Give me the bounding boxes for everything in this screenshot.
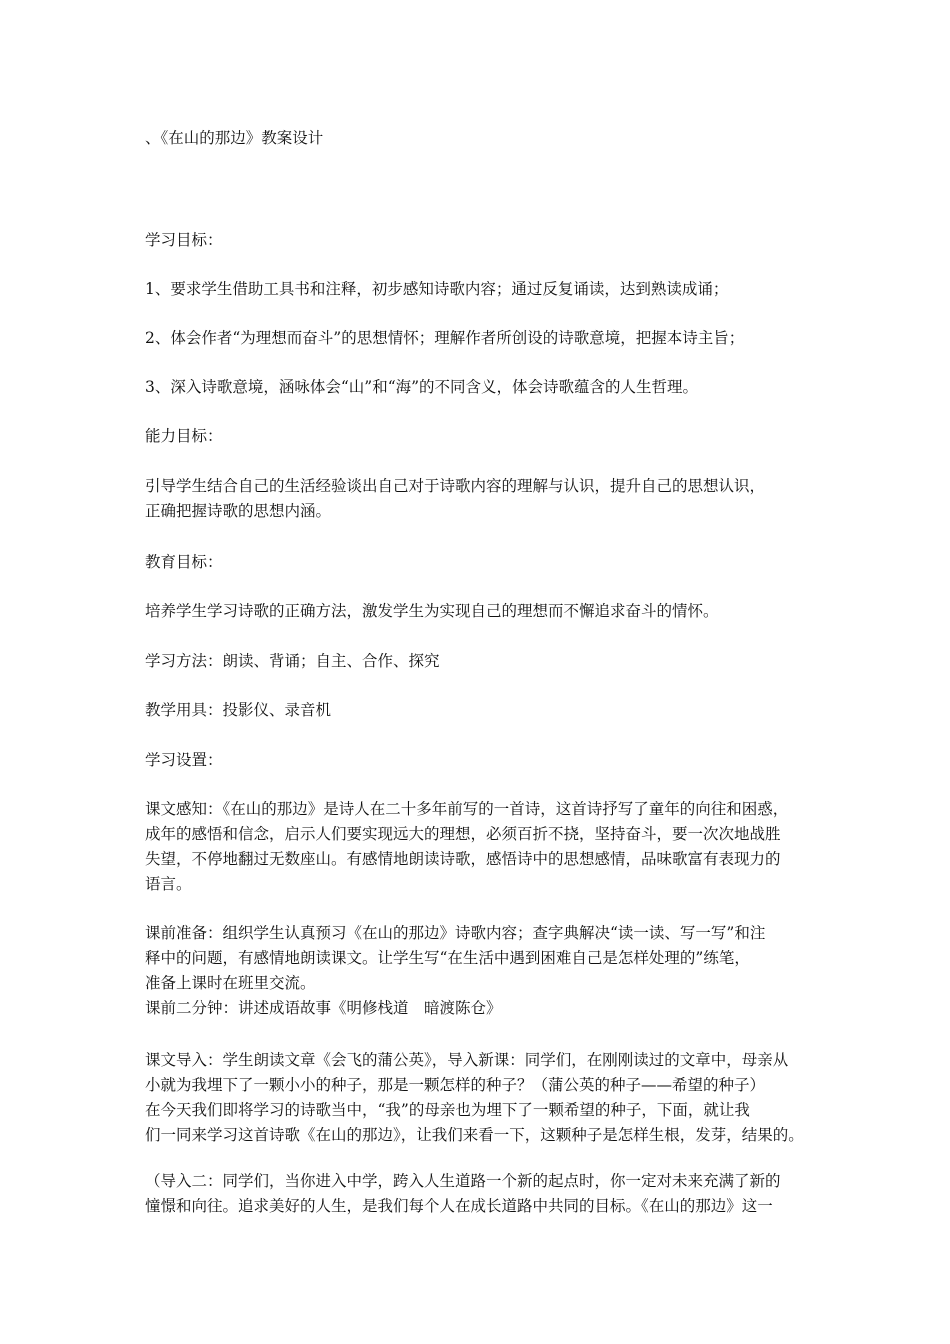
learning-method: 学习方法：朗读、背诵；自主、合作、探究 bbox=[145, 652, 440, 670]
learning-goal-item: 1、要求学生借助工具书和注释，初步感知诗歌内容；通过反复诵读，达到熟读成诵； bbox=[145, 280, 729, 298]
text-line: 憧憬和向往。追求美好的人生，是我们每个人在成长道路中共同的目标。《在山的那边》这一 bbox=[145, 1197, 773, 1215]
ability-goals-text bbox=[145, 474, 817, 524]
text-line: 准备上课时在班里交流。 bbox=[145, 974, 316, 992]
text-line: 语言。 bbox=[145, 875, 192, 893]
intro-one-paragraph bbox=[145, 1048, 817, 1148]
education-goals-heading: 教育目标： bbox=[145, 553, 223, 571]
text-line: 成年的感悟和信念，启示人们要实现远大的理想，必须百折不挠，坚持奋斗，要一次次地战胜 bbox=[145, 825, 781, 843]
setup-heading: 学习设置： bbox=[145, 751, 223, 769]
text-line: 在今天我们即将学习的诗歌当中，“我”的母亲也为埋下了一颗希望的种子，下面，就让我 bbox=[145, 1101, 750, 1119]
text-line: （导入二：同学们，当你进入中学，跨入人生道路一个新的起点时，你一定对未来充满了新的 bbox=[145, 1172, 781, 1190]
learning-goal-item: 2、体会作者“为理想而奋斗”的思想情怀；理解作者所创设的诗歌意境，把握本诗主旨； bbox=[145, 329, 745, 347]
text-perception-paragraph bbox=[145, 797, 817, 897]
text-line: 正确把握诗歌的思想内涵。 bbox=[145, 502, 332, 520]
text-line: 们一同来学习这首诗歌《在山的那边》，让我们来看一下，这颗种子是怎样生根，发芽，结果的。 bbox=[145, 1126, 804, 1144]
document-title: 、《在山的那边》教案设计 bbox=[145, 129, 324, 147]
text-line: 课文感知：《在山的那边》是诗人在二十多年前写的一首诗，这首诗抒写了童年的向往和困惑， bbox=[145, 800, 789, 818]
text-line: 课前二分钟：讲述成语故事《明修栈道 暗渡陈仓》 bbox=[145, 999, 502, 1017]
text-line: 失望，不停地翻过无数座山。有感情地朗读诗歌，感悟诗中的思想感情，品味歌富有表现力的 bbox=[145, 850, 781, 868]
text-line: 释中的问题，有感情地朗读课文。让学生写“在生活中遇到困难自己是怎样处理的”练笔， bbox=[145, 949, 750, 967]
text-line: 课文导入：学生朗读文章《会飞的蒲公英》，导入新课：同学们，在刚刚读过的文章中，母亲从 bbox=[145, 1051, 789, 1069]
text-line: 小就为我埋下了一颗小小的种子，那是一颗怎样的种子？（蒲公英的种子——希望的种子） bbox=[145, 1076, 766, 1094]
text-line: 引导学生结合自己的生活经验谈出自己对于诗歌内容的理解与认识，提升自己的思想认识， bbox=[145, 477, 766, 495]
learning-goal-item: 3、深入诗歌意境，涵咏体会“山”和“海”的不同含义，体会诗歌蕴含的人生哲理。 bbox=[145, 378, 699, 396]
teaching-tools: 教学用具：投影仪、录音机 bbox=[145, 701, 332, 719]
learning-goals-heading: 学习目标： bbox=[145, 231, 223, 249]
intro-two-paragraph bbox=[145, 1169, 817, 1219]
ability-goals-heading: 能力目标： bbox=[145, 427, 223, 445]
education-goals-text: 培养学生学习诗歌的正确方法，激发学生为实现自己的理想而不懈追求奋斗的情怀。 bbox=[145, 602, 719, 620]
preparation-paragraph bbox=[145, 921, 817, 1021]
text-line: 课前准备：组织学生认真预习《在山的那边》诗歌内容；查字典解决“读一读、写一写”和注 bbox=[145, 924, 766, 942]
